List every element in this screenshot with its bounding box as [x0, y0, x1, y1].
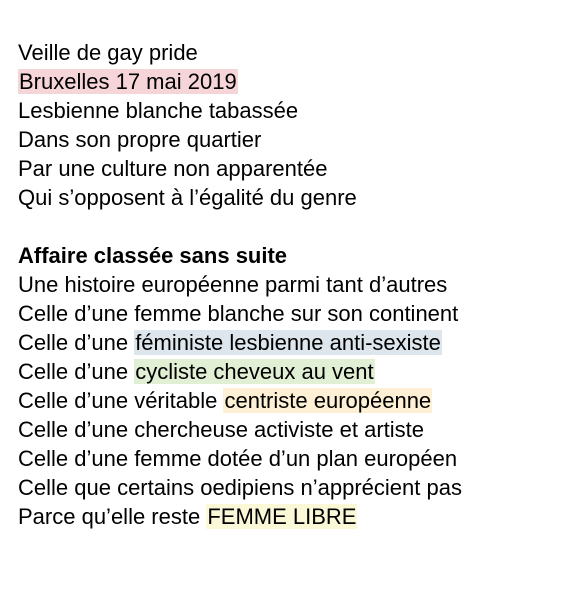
poem-line: Par une culture non apparentée	[18, 156, 328, 181]
line-prefix: Celle d’une véritable	[18, 388, 224, 413]
highlight-blue: féministe lesbienne anti-sexiste	[135, 330, 441, 355]
highlight-yellow: FEMME LIBRE	[207, 504, 357, 529]
stanza-break	[18, 212, 462, 241]
highlight-green: cycliste cheveux au vent	[135, 359, 374, 384]
line-prefix: Celle d’une	[18, 330, 135, 355]
poem-line: Dans son propre quartier	[18, 127, 262, 152]
poem-line: Veille de gay pride	[18, 40, 198, 65]
line-prefix: Parce qu’elle reste	[18, 504, 207, 529]
highlight-pink: Bruxelles 17 mai 2019	[19, 69, 237, 94]
poem-line: Celle que certains oedipiens n’apprécient pas	[18, 475, 462, 500]
poem-line	[18, 386, 462, 415]
poem-line-date	[18, 67, 462, 96]
poem-line: Celle d’une femme blanche sur son continent	[18, 301, 459, 326]
highlight-orange: centriste européenne	[224, 388, 432, 413]
poem-line	[18, 328, 462, 357]
stanza-heading: Affaire classée sans suite	[18, 243, 288, 268]
poem-line: Celle d’une femme dotée d’un plan européen	[18, 446, 458, 471]
poem-line: Celle d’une chercheuse activiste et artiste	[18, 417, 424, 442]
poem-line: Une histoire européenne parmi tant d’autres	[18, 272, 448, 297]
line-prefix: Celle d’une	[18, 359, 135, 384]
poem-line	[18, 502, 462, 531]
poem	[18, 38, 462, 531]
poem-line: Qui s’opposent à l’égalité du genre	[18, 185, 357, 210]
poem-line	[18, 357, 462, 386]
poem-line: Lesbienne blanche tabassée	[18, 98, 299, 123]
